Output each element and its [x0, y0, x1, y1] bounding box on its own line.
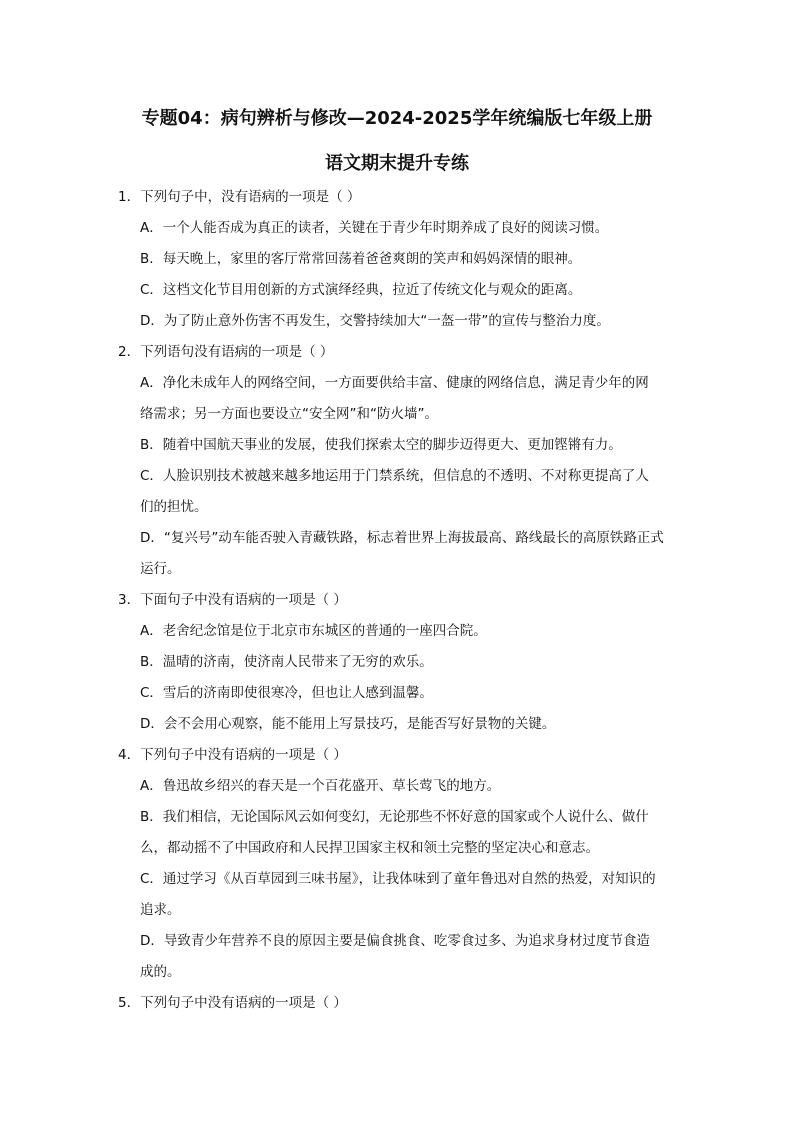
question-3-option-b: B．温晴的济南，使济南人民带来了无穷的欢乐。	[140, 654, 433, 670]
document-title-line-2: 语文期末提升专练	[325, 153, 469, 174]
question-4-option-d: D．导致青少年营养不良的原因主要是偏食挑食、吃零食过多、为追求身材过度节食造	[140, 933, 650, 949]
question-2-option-c: C．人脸识别技术被越来越多地运用于门禁系统，但信息的不透明、不对称更提高了人	[140, 468, 649, 484]
question-4-option-b: B．我们相信，无论国际风云如何变幻，无论那些不怀好意的国家或个人说什么、做什	[140, 809, 649, 825]
question-3-option-a: A．老舍纪念馆是位于北京市东城区的普通的一座四合院。	[140, 623, 487, 639]
question-2-option-d: D．“复兴号”动车能否驶入青藏铁路，标志着世界上海拔最高、路线最长的高原铁路正式	[140, 530, 664, 546]
question-4-option-a: A．鲁迅故乡绍兴的春天是一个百花盛开、草长莺飞的地方。	[140, 778, 501, 794]
question-stem-3: 3．下面句子中没有语病的一项是（ ）	[118, 592, 347, 608]
question-2-option-d-continued: 运行。	[140, 561, 181, 577]
question-2-option-a-continued: 络需求；另一方面也要设立“安全网”和“防火墙”。	[140, 406, 438, 422]
question-stem-5: 5．下列句子中没有语病的一项是（ ）	[118, 995, 347, 1011]
question-1-option-d: D．为了防止意外伤害不再发生，交警持续加大“一盔一带”的宣传与整治力度。	[140, 313, 610, 329]
question-1-option-c: C．这档文化节目用创新的方式演绎经典，拉近了传统文化与观众的距离。	[140, 282, 582, 298]
question-stem-1: 1．下列句子中，没有语病的一项是（ ）	[118, 189, 361, 205]
question-1-option-b: B．每天晚上，家里的客厅常常回荡着爸爸爽朗的笑声和妈妈深情的眼神。	[140, 251, 582, 267]
question-list	[118, 187, 683, 1024]
question-3-option-d: D．会不会用心观察，能不能用上写景技巧，是能否写好景物的关键。	[140, 716, 556, 732]
question-3-option-c: C．雪后的济南即使很寒冷，但也让人感到温馨。	[140, 685, 433, 701]
question-2-option-c-continued: 们的担忧。	[140, 499, 208, 515]
question-4-option-b-continued: 么，都动摇不了中国政府和人民捍卫国家主权和领土完整的坚定决心和意志。	[140, 840, 599, 856]
question-stem-4: 4．下列句子中没有语病的一项是（ ）	[118, 747, 347, 763]
question-2-option-a: A．净化未成年人的网络空间，一方面要供给丰富、健康的网络信息，满足青少年的网	[140, 375, 649, 391]
document-title-line-1: 专题04：病句辨析与修改—2024-2025学年统编版七年级上册	[141, 108, 653, 129]
question-1-option-a: A．一个人能否成为真正的读者，关键在于青少年时期养成了良好的阅读习惯。	[140, 220, 609, 236]
question-2-option-b: B．随着中国航天事业的发展，使我们探索太空的脚步迈得更大、更加铿锵有力。	[140, 437, 622, 453]
question-4-option-c: C．通过学习《从百草园到三味书屋》，让我体味到了童年鲁迅对自然的热爱，对知识的	[140, 871, 656, 887]
question-4-option-d-continued: 成的。	[140, 964, 181, 980]
question-4-option-c-continued: 追求。	[140, 902, 181, 918]
question-stem-2: 2．下列语句没有语病的一项是（ ）	[118, 344, 334, 360]
